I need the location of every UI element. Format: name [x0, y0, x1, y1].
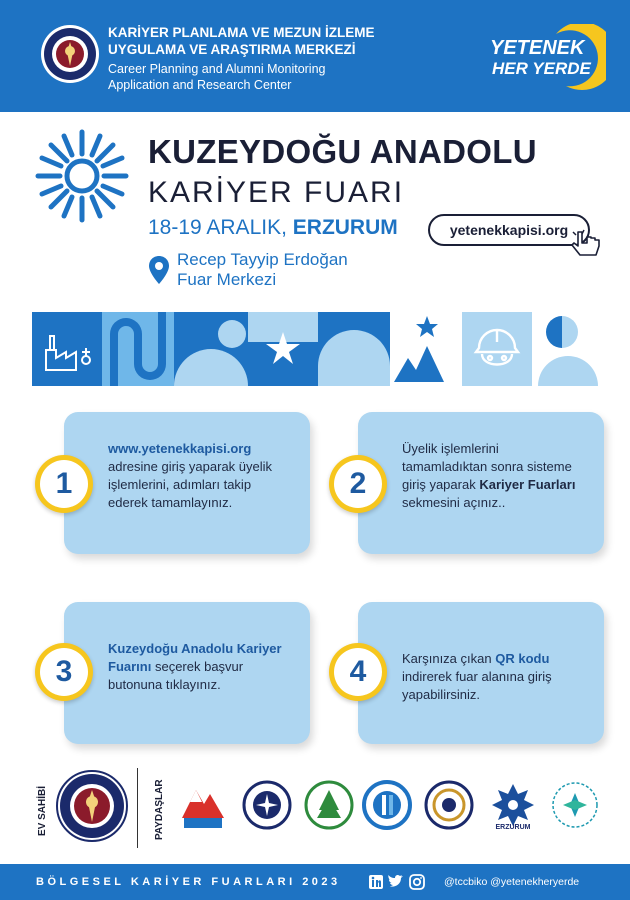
venue-line1: Recep Tayyip Erdoğan	[177, 250, 348, 269]
host-university-seal-icon	[56, 770, 128, 842]
step-2-bold: Kariyer Fuarları	[479, 477, 576, 492]
step-2-number-badge	[329, 455, 387, 513]
footer-bar	[0, 864, 630, 900]
event-date	[148, 216, 398, 240]
step-3-text	[108, 640, 288, 694]
event-title-line1: KUZEYDOĞU ANADOLU	[148, 133, 537, 170]
event-city: ERZURUM	[292, 216, 398, 239]
bayburt-university-logo	[362, 780, 412, 830]
svg-text:ERZURUM: ERZURUM	[495, 824, 531, 830]
linkedin-icon	[369, 875, 383, 889]
footer-title: BÖLGESEL KARİYER FUARLARI 2023	[36, 876, 341, 888]
agri-ibrahim-cecen-university-logo	[178, 780, 228, 830]
center-subtitle-line2: Application and Research Center	[108, 78, 292, 92]
step-2-text	[402, 440, 582, 512]
step-card-4	[358, 602, 604, 744]
step-4-number-badge	[329, 643, 387, 701]
center-subtitle-line1: Career Planning and Alumni Monitoring	[108, 62, 326, 76]
website-link-button[interactable]: yetenekkapisi.org	[428, 214, 590, 246]
artvin-coruh-university-logo	[304, 780, 354, 830]
step-1-number-badge	[35, 455, 93, 513]
step-3-body: seçerek başvur butonuna tıklayınız.	[108, 659, 244, 692]
social-handles: @tccbiko @yetenekheryerde	[444, 876, 580, 888]
ardahan-university-logo	[242, 780, 292, 830]
step-4-after: indirerek fuar alanına giriş yapabilirsiniz.	[402, 669, 552, 702]
partners-label: PAYDAŞLAR	[154, 779, 165, 840]
location-pin-icon	[148, 255, 170, 285]
yetenek-her-yerde-logo	[486, 24, 606, 94]
center-title-line1: KARİYER PLANLAMA VE MEZUN İZLEME	[108, 25, 375, 40]
step-card-1	[64, 412, 310, 554]
instagram-icon	[410, 875, 424, 889]
twitter-icon	[388, 875, 403, 887]
step-3-number: 3	[40, 648, 88, 696]
center-title-line2: UYGULAMA VE ARAŞTIRMA MERKEZİ	[108, 42, 356, 57]
erzurum-teknik-university-logo	[488, 780, 538, 830]
step-4-text	[402, 650, 582, 704]
header-bar	[0, 0, 630, 112]
decorative-banner	[32, 312, 606, 386]
igdir-university-logo	[424, 780, 474, 830]
ataturk-university-seal-icon	[40, 24, 100, 84]
event-title-line2: KARİYER FUARI	[148, 176, 405, 209]
step-2-number: 2	[334, 460, 382, 508]
kafkas-university-logo	[550, 780, 600, 830]
brand-line2: HER YERDE	[492, 59, 591, 78]
center-title	[108, 24, 438, 58]
host-label: EV SAHİBİ	[37, 785, 48, 836]
step-2-before: Üyelik işlemlerini tamamladıktan sonra sisteme giriş yaparak	[402, 441, 572, 492]
sponsor-divider	[137, 768, 138, 848]
step-2-after: sekmesini açınız..	[402, 495, 506, 510]
step-card-2	[358, 412, 604, 554]
brand-line1: YETENEK	[490, 37, 585, 59]
step-card-3	[64, 602, 310, 744]
step-4-bold: QR kodu	[495, 651, 550, 666]
step-1-number: 1	[40, 460, 88, 508]
pointing-hand-icon	[570, 228, 606, 258]
step-1-body: adresine giriş yaparak üyelik işlemlerini, adımları takip ederek tamamlayınız.	[108, 459, 273, 510]
venue	[177, 250, 348, 290]
event-date-text: 18-19 ARALIK,	[148, 216, 287, 239]
social-icons	[369, 874, 429, 890]
center-subtitle	[108, 61, 448, 93]
step-4-number: 4	[334, 648, 382, 696]
step-1-bold: www.yetenekkapisi.org	[108, 441, 252, 456]
step-3-bold: Kuzeydoğu Anadolu Kariyer Fuarını	[108, 641, 282, 674]
sun-burst-icon	[34, 128, 130, 224]
step-1-text	[108, 440, 288, 512]
venue-line2: Fuar Merkezi	[177, 270, 277, 289]
step-4-before: Karşınıza çıkan	[402, 651, 492, 666]
step-3-number-badge	[35, 643, 93, 701]
